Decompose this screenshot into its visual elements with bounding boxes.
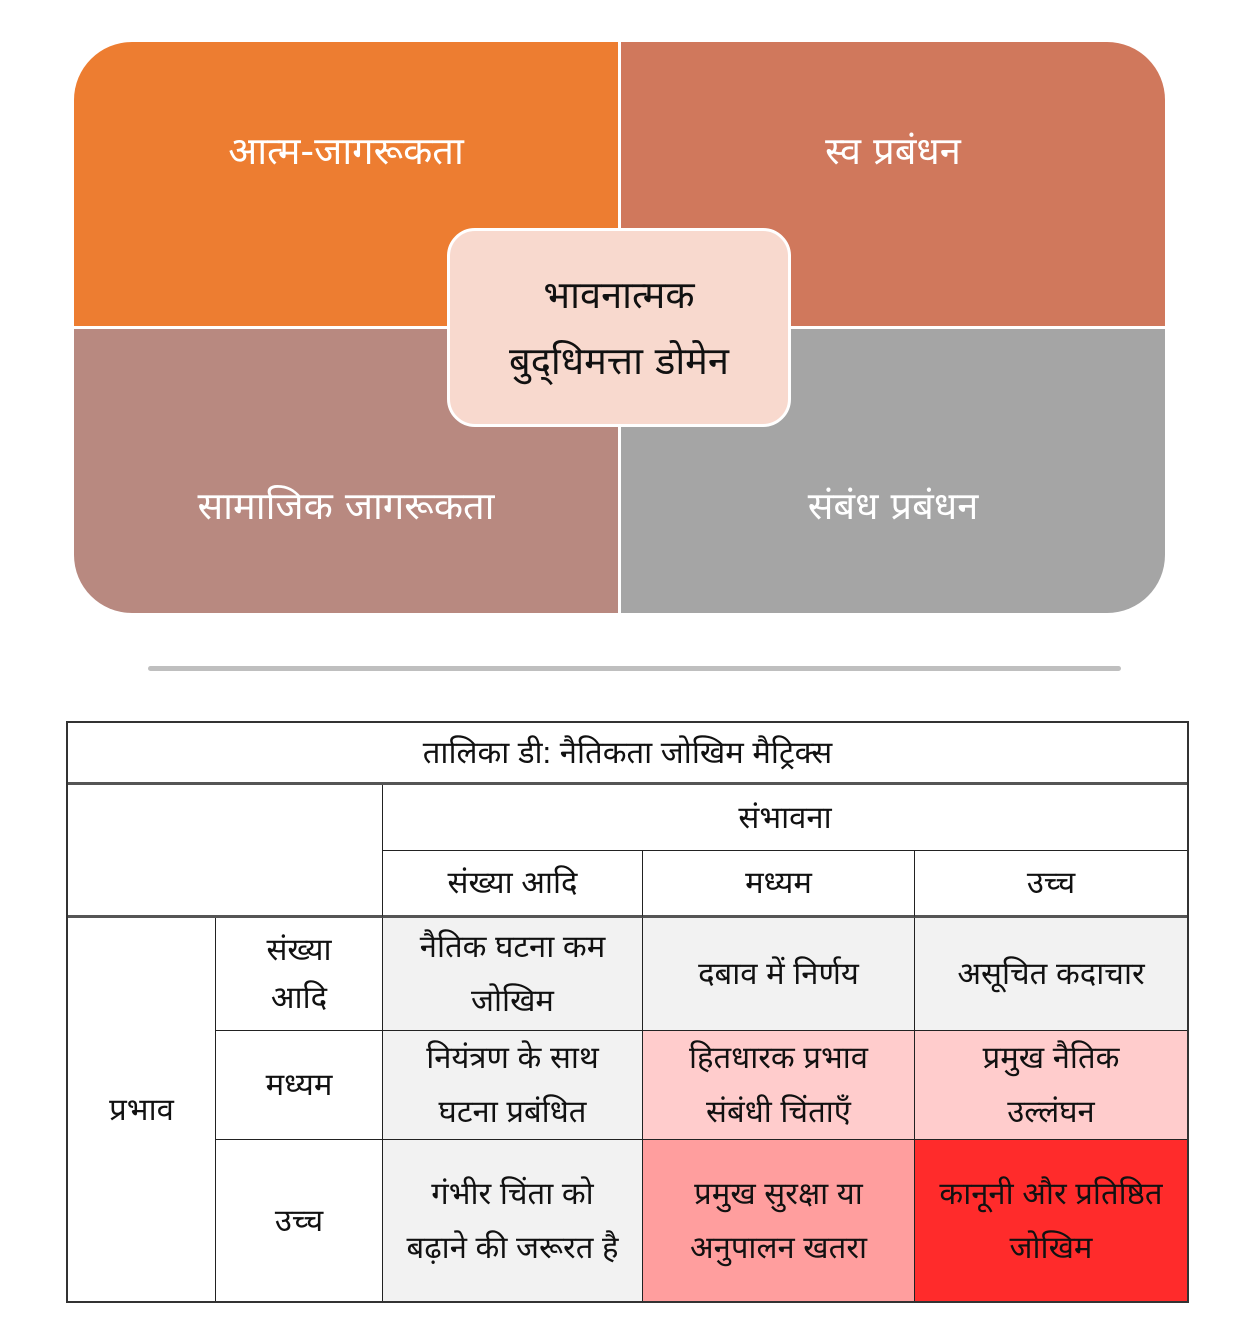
row-header-medium: मध्यम: [216, 1031, 383, 1140]
quadrant-label: सामाजिक जागरूकता: [197, 484, 495, 528]
matrix-cell: प्रमुख सुरक्षा या अनुपालन खतरा: [643, 1140, 915, 1301]
emotional-intelligence-diagram: [74, 42, 1165, 613]
quadrant-label: संबंध प्रबंधन: [807, 484, 979, 528]
matrix-cell: प्रमुख नैतिक उल्लंघन: [915, 1031, 1187, 1140]
matrix-cell: दबाव में निर्णय: [643, 918, 915, 1031]
matrix-cell: कानूनी और प्रतिष्ठित जोखिम: [915, 1140, 1187, 1301]
matrix-cell: नियंत्रण के साथ घटना प्रबंधित: [383, 1031, 643, 1140]
empty-corner-cell: [68, 785, 383, 918]
matrix-cell: हितधारक प्रभाव संबंधी चिंताएँ: [643, 1031, 915, 1140]
center-label-line2: बुद्‌धिमत्ता डोमेन: [509, 338, 729, 383]
matrix-cell: असूचित कदाचार: [915, 918, 1187, 1031]
row-header-low: संख्या आदि: [216, 918, 383, 1031]
quadrant-label: आत्म-जागरूकता: [228, 129, 464, 173]
matrix-cell: गंभीर चिंता को बढ़ाने की जरूरत है: [383, 1140, 643, 1301]
center-label-line1: भावनात्मक: [543, 272, 695, 317]
impact-header: प्रभाव: [68, 918, 216, 1301]
center-domain-box: [447, 228, 791, 427]
quadrant-label: स्व प्रबंधन: [825, 129, 961, 173]
row-header-high: उच्च: [216, 1140, 383, 1301]
matrix-cell: नैतिक घटना कम जोखिम: [383, 918, 643, 1031]
likelihood-header: संभावना: [383, 785, 1187, 851]
ethics-risk-matrix-table: [66, 721, 1189, 1303]
column-header-medium: मध्यम: [643, 851, 915, 918]
table-title: तालिका डी: नैतिकता जोखिम मैट्रिक्स: [68, 723, 1187, 785]
column-header-high: उच्च: [915, 851, 1187, 918]
horizontal-divider: [148, 666, 1121, 671]
column-header-low: संख्या आदि: [383, 851, 643, 918]
